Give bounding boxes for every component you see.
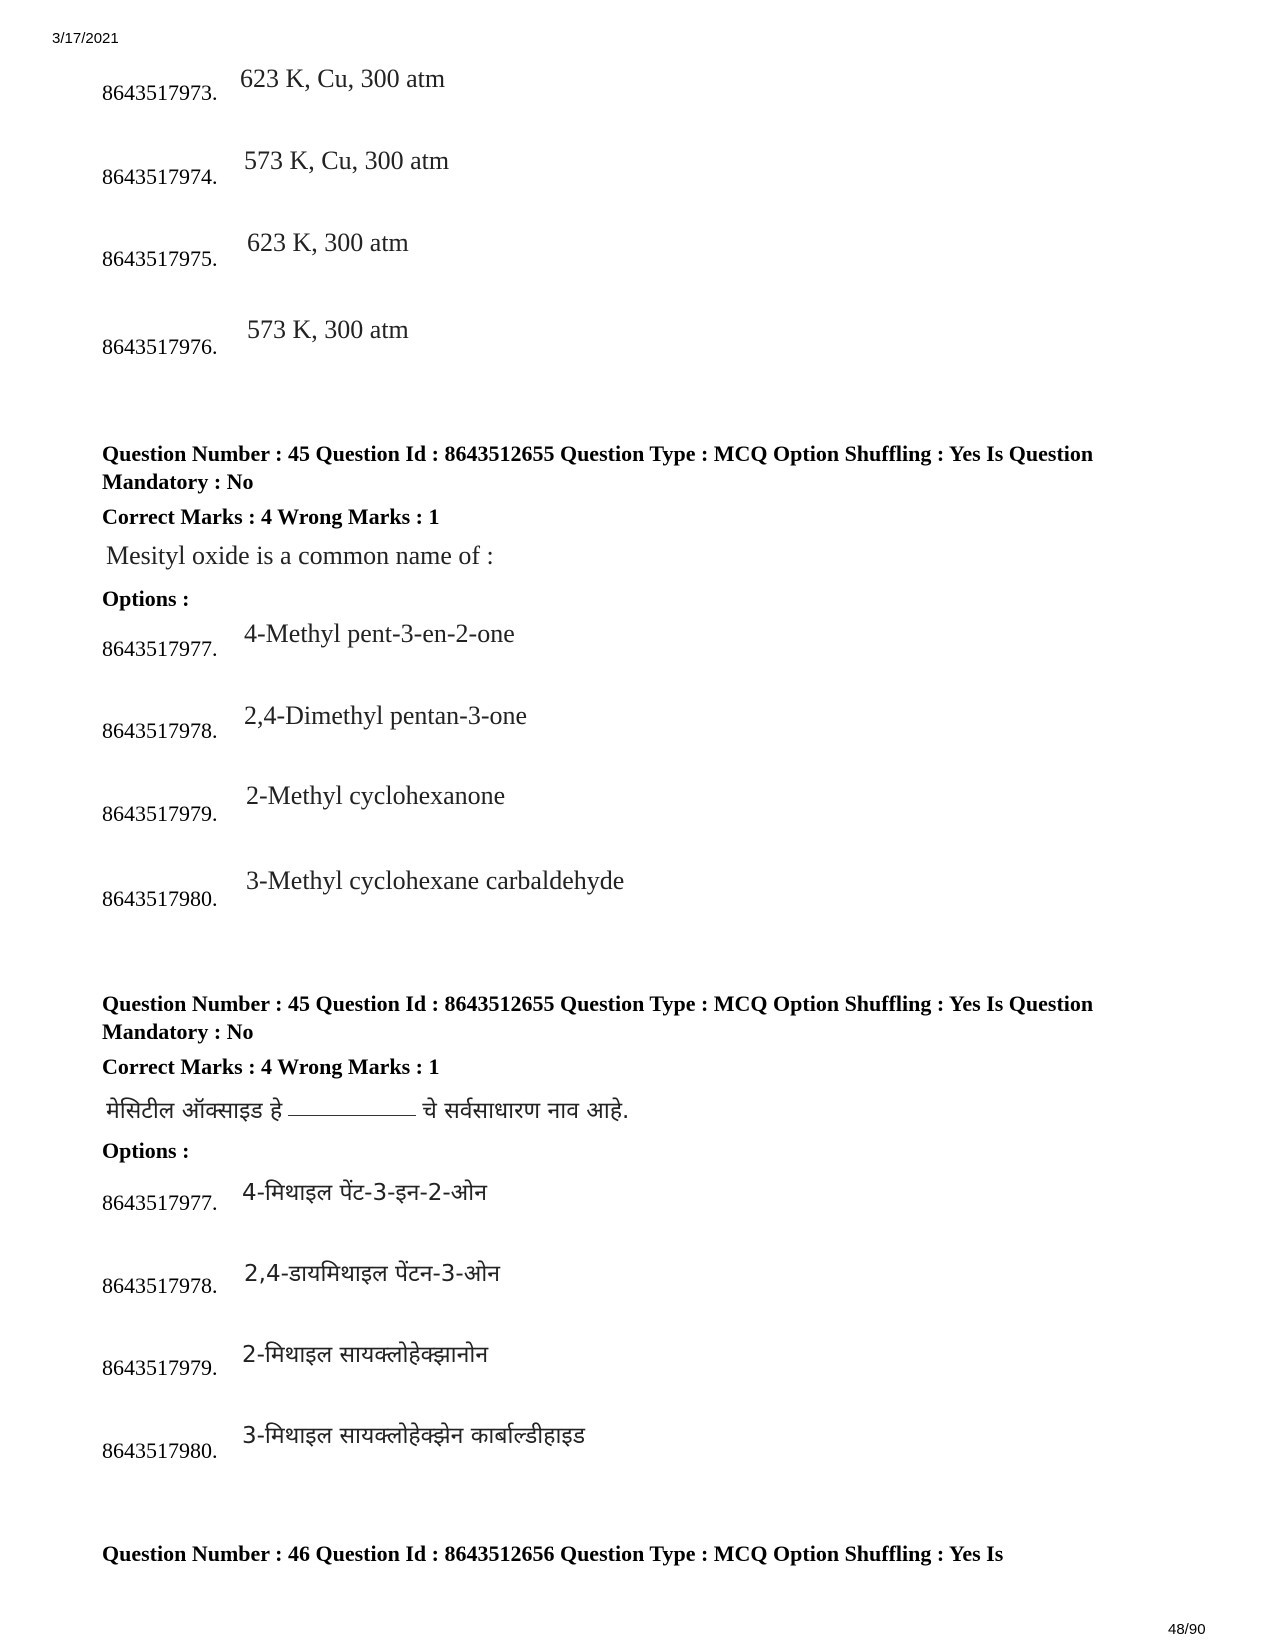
option-text: 573 K, Cu, 300 atm [244, 146, 450, 175]
option-text: 3-मिथाइल सायक्लोहेक्झेन कार्बाल्डीहाइड [242, 1423, 585, 1449]
option-id: 8643517979. [102, 801, 218, 826]
print-date: 3/17/2021 [52, 30, 119, 47]
options-label: Options : [102, 586, 190, 611]
option-text: 4-मिथाइल पेंट-3-इन-2-ओन [242, 1180, 487, 1206]
question-header: Question Number : 45 Question Id : 8643512655 Question Type : MCQ Option Shuffling : Yes Is Question Mandatory : No [102, 441, 1094, 494]
question-text [106, 1093, 629, 1125]
option-id: 8643517973. [102, 80, 218, 105]
option-text: 4-Methyl pent-3-en-2-one [244, 619, 515, 648]
question-marks: Correct Marks : 4 Wrong Marks : 1 [102, 504, 440, 529]
option-id: 8643517980. [102, 886, 218, 911]
question-header: Question Number : 46 Question Id : 8643512656 Question Type : MCQ Option Shuffling : Yes Is [102, 1541, 1004, 1566]
option-id: 8643517978. [102, 1273, 218, 1298]
question-text-before-blank: मेसिटील ऑक्साइड हे [106, 1098, 283, 1124]
option-text: 2-मिथाइल सायक्लोहेक्झानोन [242, 1342, 489, 1368]
question-text-after-blank: चे सर्वसाधारण नाव आहे. [422, 1098, 630, 1124]
option-text: 2-Methyl cyclohexanone [246, 781, 506, 810]
question-header: Question Number : 45 Question Id : 8643512655 Question Type : MCQ Option Shuffling : Yes Is Question Mandatory : No [102, 991, 1094, 1044]
option-id: 8643517974. [102, 164, 218, 189]
option-id: 8643517977. [102, 1190, 218, 1215]
option-text: 573 K, 300 atm [247, 315, 409, 344]
option-id: 8643517976. [102, 334, 218, 359]
option-text: 2,4-डायमिथाइल पेंटन-3-ओन [244, 1261, 500, 1287]
option-text: 3-Methyl cyclohexane carbaldehyde [246, 866, 625, 895]
option-id: 8643517979. [102, 1355, 218, 1380]
options-label: Options : [102, 1138, 190, 1163]
option-text: 2,4-Dimethyl pentan-3-one [244, 701, 528, 730]
option-id: 8643517980. [102, 1438, 218, 1463]
question-marks: Correct Marks : 4 Wrong Marks : 1 [102, 1054, 440, 1079]
fill-in-blank [288, 1115, 416, 1116]
option-id: 8643517975. [102, 246, 218, 271]
option-text: 623 K, Cu, 300 atm [240, 64, 446, 93]
page-number: 48/90 [1168, 1621, 1206, 1638]
option-text: 623 K, 300 atm [247, 228, 409, 257]
question-text: Mesityl oxide is a common name of : [106, 541, 494, 570]
option-id: 8643517978. [102, 718, 218, 743]
option-id: 8643517977. [102, 636, 218, 661]
